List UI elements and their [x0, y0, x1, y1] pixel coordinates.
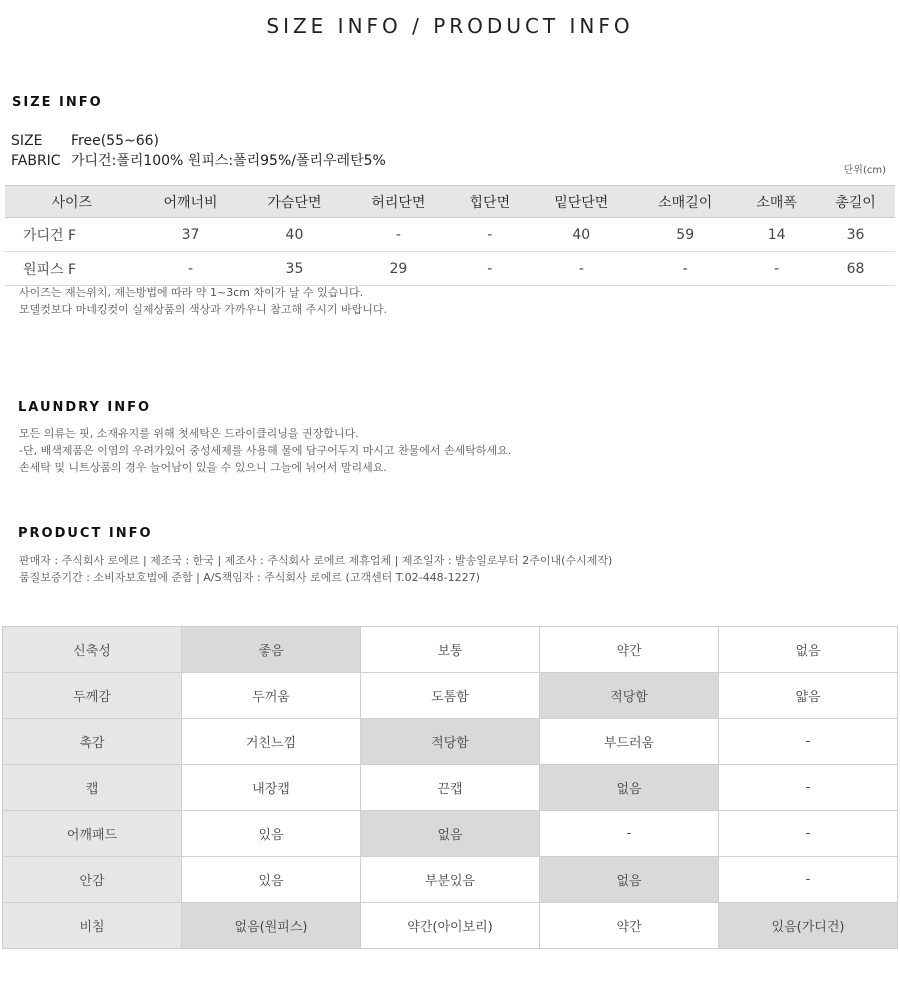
attribute-option: 거친느낌 — [182, 719, 361, 765]
table-cell: 36 — [816, 218, 895, 252]
attribute-option: 없음 — [540, 765, 719, 811]
attribute-label: 안감 — [3, 857, 182, 903]
attribute-label: 비침 — [3, 903, 182, 949]
laundry-line: 손세탁 및 니트상품의 경우 늘어남이 있을 수 있으니 그늘에 뉘어서 말리세요. — [19, 461, 387, 474]
col-header: 사이즈 — [5, 186, 139, 218]
size-key: SIZE — [11, 133, 43, 149]
attribute-option: 약간(아이보리) — [361, 903, 540, 949]
size-row — [11, 133, 159, 149]
fabric-key: FABRIC — [11, 153, 61, 169]
table-cell: - — [450, 218, 529, 252]
attribute-option: - — [719, 811, 898, 857]
size-note: 모델컷보다 마네킹컷이 실제상품의 색상과 가까우니 참고해 주시기 바랍니다. — [19, 303, 388, 316]
table-cell: 40 — [529, 218, 633, 252]
size-value: Free(55~66) — [71, 133, 159, 149]
attribute-option: - — [719, 719, 898, 765]
attribute-label: 캡 — [3, 765, 182, 811]
attribute-option: 적당함 — [540, 673, 719, 719]
attribute-label: 촉감 — [3, 719, 182, 765]
attribute-option: - — [719, 765, 898, 811]
fabric-value: 가디건:폴리100% 원피스:폴리95%/폴리우레탄5% — [71, 153, 386, 169]
col-header: 허리단면 — [346, 186, 450, 218]
size-info-heading: SIZE INFO — [12, 95, 103, 110]
table-cell: 원피스 F — [5, 252, 139, 286]
col-header: 가슴단면 — [242, 186, 346, 218]
attribute-option: 보통 — [361, 627, 540, 673]
attribute-option: - — [719, 857, 898, 903]
attribute-option: 약간 — [540, 627, 719, 673]
attribute-row — [3, 627, 898, 673]
table-row — [5, 252, 895, 286]
laundry-line: 모든 의류는 핏, 소재유지를 위해 첫세탁은 드라이클리닝을 권장합니다. — [19, 427, 359, 440]
attribute-option: 부드러움 — [540, 719, 719, 765]
col-header: 소매폭 — [737, 186, 816, 218]
attribute-label: 신축성 — [3, 627, 182, 673]
attribute-row — [3, 765, 898, 811]
attribute-option: 없음 — [540, 857, 719, 903]
table-cell: - — [737, 252, 816, 286]
attribute-label: 두께감 — [3, 673, 182, 719]
attribute-option: 적당함 — [361, 719, 540, 765]
attribute-option: 있음(가디건) — [719, 903, 898, 949]
attribute-row — [3, 673, 898, 719]
col-header: 총길이 — [816, 186, 895, 218]
laundry-info-heading: LAUNDRY INFO — [18, 400, 152, 415]
table-cell: - — [633, 252, 737, 286]
attribute-option: 부분있음 — [361, 857, 540, 903]
product-line: 품질보증기간 : 소비자보호법에 준함 | A/S책임자 : 주식회사 로에르 (고객센터 T.02-448-1227) — [19, 571, 480, 584]
size-note: 사이즈는 재는위치, 재는방법에 따라 약 1~3cm 차이가 날 수 있습니다. — [19, 286, 364, 299]
table-cell: 29 — [346, 252, 450, 286]
attribute-row — [3, 719, 898, 765]
attribute-option: - — [540, 811, 719, 857]
attribute-row — [3, 857, 898, 903]
table-cell: 14 — [737, 218, 816, 252]
table-cell: 68 — [816, 252, 895, 286]
attribute-option: 없음 — [719, 627, 898, 673]
laundry-notes — [19, 425, 511, 476]
table-cell: 37 — [139, 218, 243, 252]
table-row — [5, 218, 895, 252]
attribute-option: 없음(원피스) — [182, 903, 361, 949]
size-notes — [19, 284, 387, 318]
col-header: 밑단단면 — [529, 186, 633, 218]
table-cell: 40 — [242, 218, 346, 252]
fabric-row — [11, 150, 386, 170]
table-cell: - — [450, 252, 529, 286]
attribute-option: 두꺼움 — [182, 673, 361, 719]
attribute-option: 없음 — [361, 811, 540, 857]
attribute-option: 좋음 — [182, 627, 361, 673]
table-cell: 35 — [242, 252, 346, 286]
col-header: 소매길이 — [633, 186, 737, 218]
attribute-option: 있음 — [182, 857, 361, 903]
table-cell: 가디건 F — [5, 218, 139, 252]
attribute-option: 내장캡 — [182, 765, 361, 811]
attribute-label: 어깨패드 — [3, 811, 182, 857]
attribute-option: 끈캡 — [361, 765, 540, 811]
product-info-heading: PRODUCT INFO — [18, 526, 153, 541]
attribute-table — [2, 626, 898, 949]
laundry-line: -단, 배색제품은 이염의 우려가있어 중성세제를 사용해 물에 담구어두지 마시고 찬물에서 손세탁하세요. — [19, 444, 512, 457]
size-table-header — [5, 186, 895, 218]
attribute-row — [3, 811, 898, 857]
table-cell: - — [346, 218, 450, 252]
unit-label: 단위(cm) — [843, 165, 886, 176]
page-title: SIZE INFO / PRODUCT INFO — [266, 14, 634, 38]
col-header: 어깨너비 — [139, 186, 243, 218]
col-header: 힙단면 — [450, 186, 529, 218]
product-notes — [19, 552, 612, 586]
attribute-option: 얇음 — [719, 673, 898, 719]
table-cell: 59 — [633, 218, 737, 252]
size-table — [5, 185, 895, 286]
attribute-row — [3, 903, 898, 949]
table-cell: - — [139, 252, 243, 286]
product-line: 판매자 : 주식회사 로에르 | 제조국 : 한국 | 제조사 : 주식회사 로에르 제휴업체 | 제조일자 : 발송일로부터 2주이내(수시제작) — [19, 554, 613, 567]
attribute-option: 있음 — [182, 811, 361, 857]
table-cell: - — [529, 252, 633, 286]
attribute-option: 약간 — [540, 903, 719, 949]
attribute-option: 도톰함 — [361, 673, 540, 719]
